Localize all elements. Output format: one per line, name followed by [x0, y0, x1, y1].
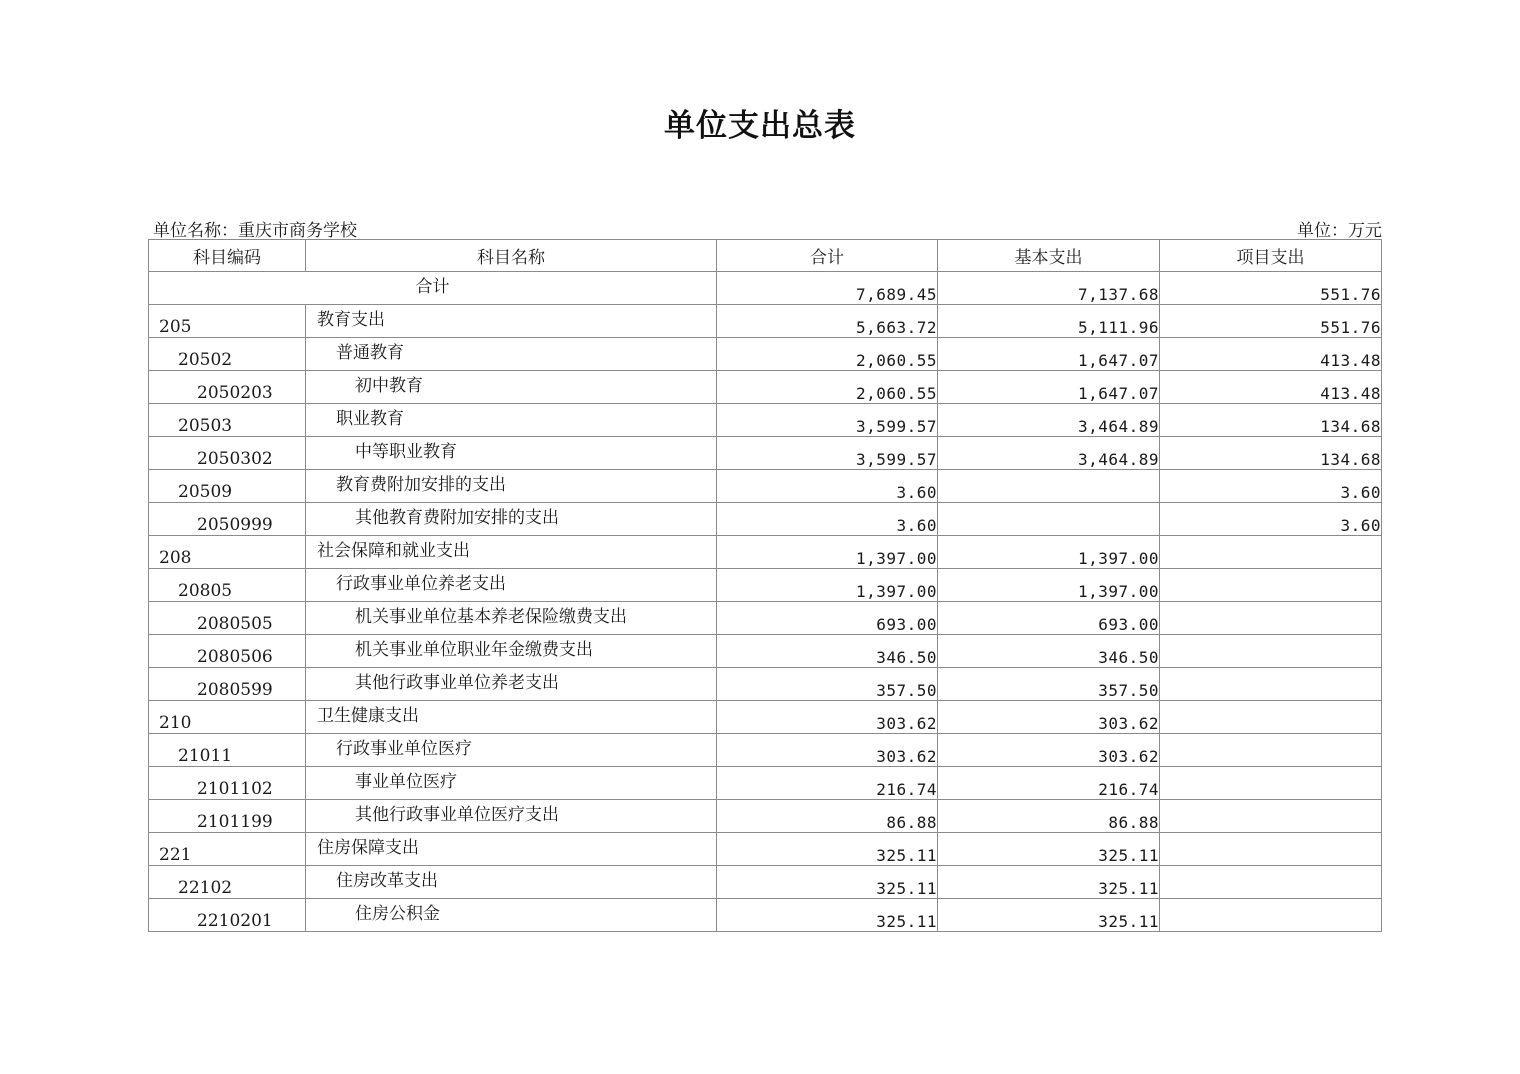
row-basic: 325.11 — [938, 833, 1160, 866]
table-row — [149, 470, 1382, 503]
row-code: 21011 — [149, 734, 306, 767]
row-total: 693.00 — [717, 602, 938, 635]
row-project — [1160, 635, 1382, 668]
row-basic: 5,111.96 — [938, 305, 1160, 338]
row-basic: 1,647.07 — [938, 338, 1160, 371]
row-total: 325.11 — [717, 866, 938, 899]
row-code: 2101102 — [149, 767, 306, 800]
row-basic: 346.50 — [938, 635, 1160, 668]
row-total: 3.60 — [717, 470, 938, 503]
row-name: 行政事业单位养老支出 — [306, 569, 717, 602]
row-project: 3.60 — [1160, 503, 1382, 536]
total-project: 551.76 — [1160, 272, 1382, 305]
row-project — [1160, 899, 1382, 932]
row-total: 86.88 — [717, 800, 938, 833]
row-project: 134.68 — [1160, 437, 1382, 470]
row-code: 20805 — [149, 569, 306, 602]
header-basic: 基本支出 — [938, 240, 1160, 272]
row-name: 普通教育 — [306, 338, 717, 371]
row-name: 初中教育 — [306, 371, 717, 404]
header-code: 科目编码 — [149, 240, 306, 272]
row-total: 1,397.00 — [717, 569, 938, 602]
row-project: 413.48 — [1160, 371, 1382, 404]
row-code: 2050302 — [149, 437, 306, 470]
table-row — [149, 437, 1382, 470]
table-header-row — [149, 240, 1382, 272]
row-code: 2050999 — [149, 503, 306, 536]
row-basic: 325.11 — [938, 899, 1160, 932]
row-code: 2080505 — [149, 602, 306, 635]
row-total: 3,599.57 — [717, 404, 938, 437]
row-project — [1160, 701, 1382, 734]
header-total: 合计 — [717, 240, 938, 272]
row-basic: 1,397.00 — [938, 569, 1160, 602]
row-name: 教育费附加安排的支出 — [306, 470, 717, 503]
row-code: 2080506 — [149, 635, 306, 668]
row-basic: 216.74 — [938, 767, 1160, 800]
row-name: 社会保障和就业支出 — [306, 536, 717, 569]
row-project — [1160, 767, 1382, 800]
table-row — [149, 833, 1382, 866]
table-row — [149, 635, 1382, 668]
row-project: 413.48 — [1160, 338, 1382, 371]
table-row — [149, 305, 1382, 338]
row-total: 325.11 — [717, 833, 938, 866]
row-code: 20502 — [149, 338, 306, 371]
table-row — [149, 899, 1382, 932]
total-row — [149, 272, 1382, 305]
row-total: 2,060.55 — [717, 371, 938, 404]
row-total: 346.50 — [717, 635, 938, 668]
row-name: 卫生健康支出 — [306, 701, 717, 734]
currency-unit-label: 单位：万元 — [1297, 221, 1382, 241]
row-name: 行政事业单位医疗 — [306, 734, 717, 767]
row-code: 2101199 — [149, 800, 306, 833]
row-project: 134.68 — [1160, 404, 1382, 437]
row-code: 22102 — [149, 866, 306, 899]
row-total: 2,060.55 — [717, 338, 938, 371]
total-total: 7,689.45 — [717, 272, 938, 305]
row-basic: 3,464.89 — [938, 404, 1160, 437]
row-code: 20509 — [149, 470, 306, 503]
total-basic: 7,137.68 — [938, 272, 1160, 305]
unit-name-label: 单位名称：重庆市商务学校 — [153, 221, 357, 241]
row-project: 3.60 — [1160, 470, 1382, 503]
row-name: 机关事业单位职业年金缴费支出 — [306, 635, 717, 668]
table-row — [149, 734, 1382, 767]
row-total: 303.62 — [717, 734, 938, 767]
row-project: 551.76 — [1160, 305, 1382, 338]
table-row — [149, 536, 1382, 569]
row-basic — [938, 470, 1160, 503]
header-name: 科目名称 — [306, 240, 717, 272]
row-project — [1160, 536, 1382, 569]
page-title: 单位支出总表 — [664, 108, 856, 144]
row-basic: 86.88 — [938, 800, 1160, 833]
row-name: 机关事业单位基本养老保险缴费支出 — [306, 602, 717, 635]
row-name: 其他行政事业单位医疗支出 — [306, 800, 717, 833]
row-basic: 325.11 — [938, 866, 1160, 899]
row-basic: 357.50 — [938, 668, 1160, 701]
table-row — [149, 767, 1382, 800]
row-total: 325.11 — [717, 899, 938, 932]
row-basic: 303.62 — [938, 734, 1160, 767]
row-project — [1160, 734, 1382, 767]
row-code: 2050203 — [149, 371, 306, 404]
row-basic: 303.62 — [938, 701, 1160, 734]
table-row — [149, 602, 1382, 635]
row-name: 其他教育费附加安排的支出 — [306, 503, 717, 536]
row-code: 221 — [149, 833, 306, 866]
table-row — [149, 371, 1382, 404]
expenditure-table — [148, 239, 1382, 932]
table-row — [149, 800, 1382, 833]
row-basic — [938, 503, 1160, 536]
row-basic: 3,464.89 — [938, 437, 1160, 470]
total-label: 合计 — [149, 272, 717, 305]
row-project — [1160, 602, 1382, 635]
row-total: 3.60 — [717, 503, 938, 536]
row-basic: 1,397.00 — [938, 536, 1160, 569]
table-row — [149, 668, 1382, 701]
row-code: 20503 — [149, 404, 306, 437]
row-code: 210 — [149, 701, 306, 734]
row-name: 事业单位医疗 — [306, 767, 717, 800]
row-total: 303.62 — [717, 701, 938, 734]
table-row — [149, 503, 1382, 536]
table-row — [149, 866, 1382, 899]
row-code: 205 — [149, 305, 306, 338]
row-project — [1160, 668, 1382, 701]
row-code: 2210201 — [149, 899, 306, 932]
table-row — [149, 569, 1382, 602]
table-row — [149, 338, 1382, 371]
row-total: 357.50 — [717, 668, 938, 701]
row-total: 1,397.00 — [717, 536, 938, 569]
row-basic: 693.00 — [938, 602, 1160, 635]
row-total: 5,663.72 — [717, 305, 938, 338]
row-name: 住房保障支出 — [306, 833, 717, 866]
row-total: 3,599.57 — [717, 437, 938, 470]
row-name: 职业教育 — [306, 404, 717, 437]
row-total: 216.74 — [717, 767, 938, 800]
row-project — [1160, 833, 1382, 866]
row-project — [1160, 569, 1382, 602]
row-basic: 1,647.07 — [938, 371, 1160, 404]
row-name: 中等职业教育 — [306, 437, 717, 470]
row-code: 2080599 — [149, 668, 306, 701]
row-name: 住房改革支出 — [306, 866, 717, 899]
row-name: 其他行政事业单位养老支出 — [306, 668, 717, 701]
header-project: 项目支出 — [1160, 240, 1382, 272]
row-name: 教育支出 — [306, 305, 717, 338]
table-row — [149, 404, 1382, 437]
row-name: 住房公积金 — [306, 899, 717, 932]
table-row — [149, 701, 1382, 734]
row-code: 208 — [149, 536, 306, 569]
row-project — [1160, 866, 1382, 899]
row-project — [1160, 800, 1382, 833]
